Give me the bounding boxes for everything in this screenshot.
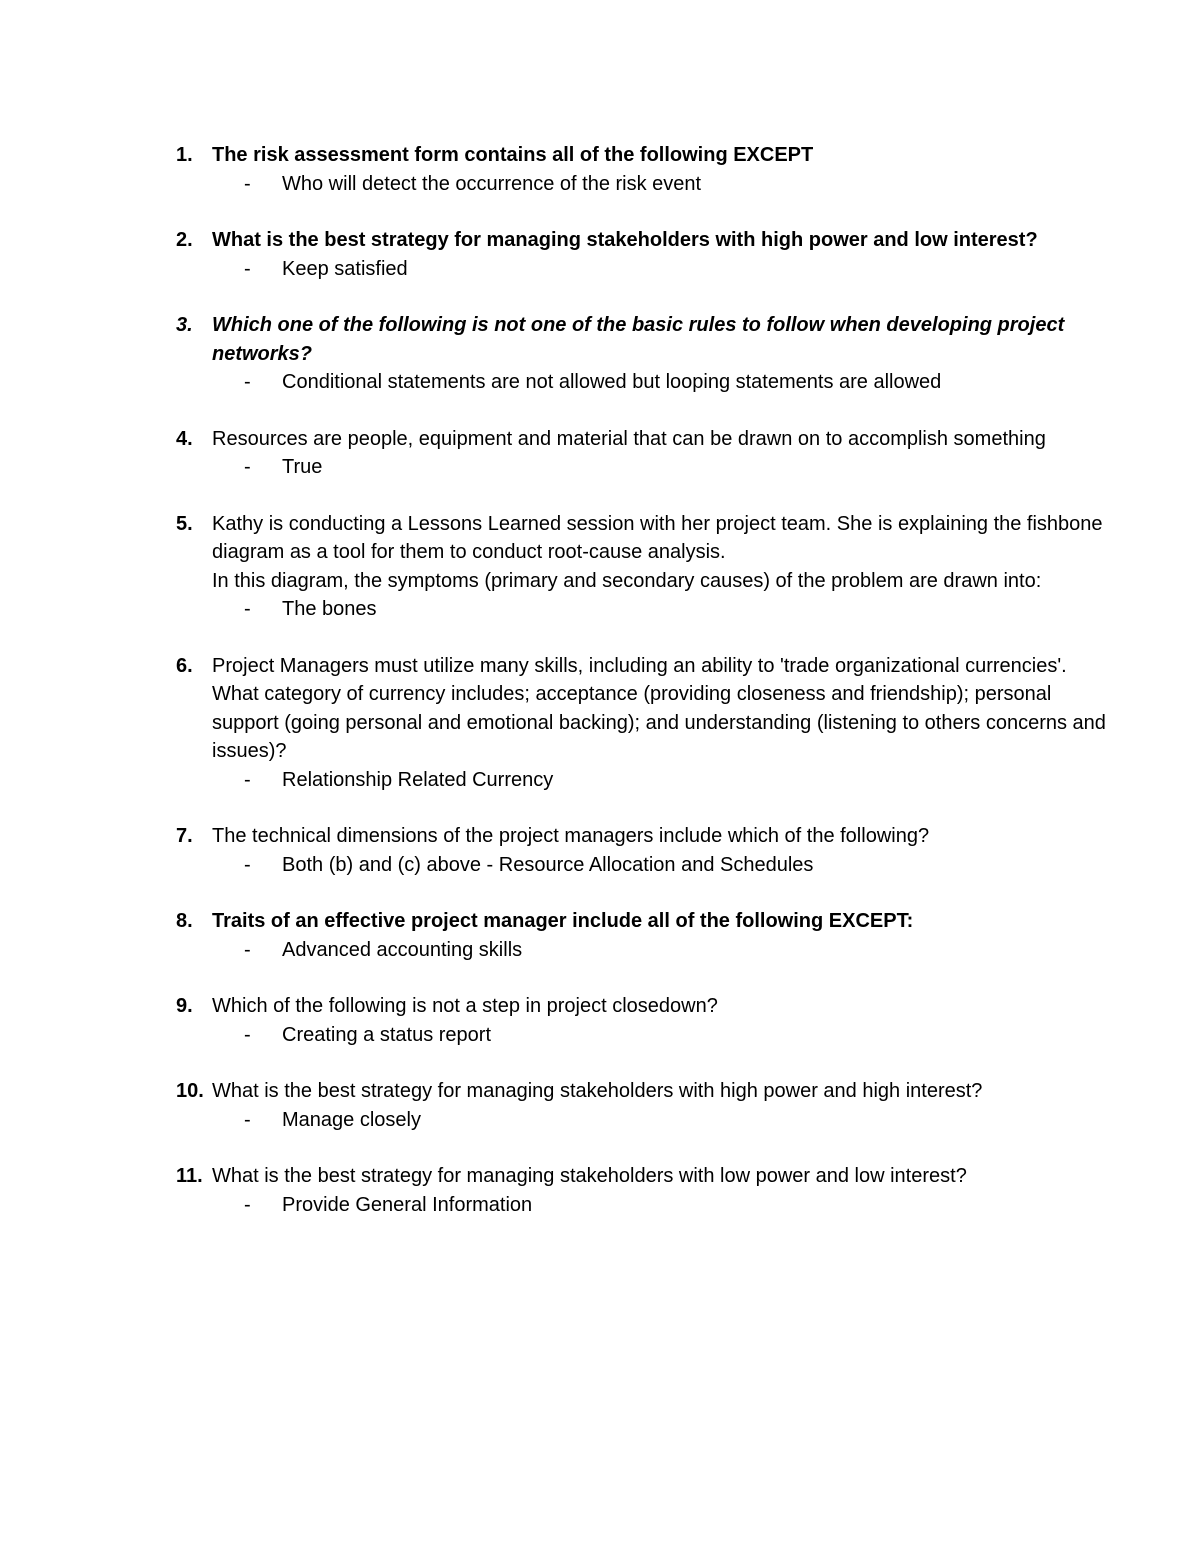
dash-bullet: - xyxy=(244,598,251,620)
question-number: 7. xyxy=(176,825,193,847)
question-line: The risk assessment form contains all of the following EXCEPT xyxy=(212,144,814,166)
question-item xyxy=(0,425,1200,482)
question-text xyxy=(212,1077,1112,1106)
question-item xyxy=(0,1077,1200,1134)
question-text xyxy=(212,992,1112,1021)
answer-text: Keep satisfied xyxy=(282,257,408,280)
answer-item xyxy=(0,1191,1200,1220)
answer-item xyxy=(0,453,1200,482)
answer-item xyxy=(0,1106,1200,1135)
answer-item xyxy=(0,595,1200,624)
answer-text: Creating a status report xyxy=(282,1023,491,1046)
question-number: 3. xyxy=(176,314,193,336)
dash-bullet: - xyxy=(244,172,251,195)
question-item xyxy=(0,992,1200,1049)
dash-bullet: - xyxy=(244,257,251,280)
dash-bullet: - xyxy=(244,456,251,478)
question-number: 2. xyxy=(176,229,193,251)
question-item xyxy=(0,652,1200,795)
answer-text: Relationship Related Currency xyxy=(282,768,554,791)
dash-bullet: - xyxy=(244,1108,251,1131)
question-item xyxy=(0,141,1200,198)
question-number: 10. xyxy=(176,1080,204,1102)
dash-bullet: - xyxy=(244,1193,251,1216)
question-text xyxy=(212,510,1112,596)
question-item xyxy=(0,510,1200,624)
question-line: What is the best strategy for managing stakeholders with high power and low interest? xyxy=(212,229,1038,251)
question-line: In this diagram, the symptoms (primary and secondary causes) of the problem are drawn into: xyxy=(212,569,1042,592)
question-text xyxy=(212,907,1112,936)
question-line: Traits of an effective project manager include all of the following EXCEPT: xyxy=(212,910,914,932)
question-text xyxy=(212,822,1112,851)
answer-item xyxy=(0,936,1200,965)
answer-item xyxy=(0,368,1200,397)
question-text xyxy=(212,226,1112,255)
dash-bullet: - xyxy=(244,768,251,791)
dash-bullet: - xyxy=(244,371,251,393)
question-number: 11. xyxy=(176,1165,203,1187)
question-text xyxy=(212,1162,1112,1191)
question-line: Which one of the following is not one of the basic rules to follow when developing project networks? xyxy=(212,314,1065,365)
answer-text: Provide General Information xyxy=(282,1193,533,1216)
answer-item xyxy=(0,766,1200,795)
question-number: 4. xyxy=(176,427,193,450)
question-text xyxy=(212,425,1112,454)
question-line: Kathy is conducting a Lessons Learned session with her project team. She is explaining the fishbone diagram as a tool for them to conduct root-cause analysis. xyxy=(212,512,1103,563)
dash-bullet: - xyxy=(244,938,251,961)
answer-text: The bones xyxy=(282,598,377,620)
answer-item xyxy=(0,255,1200,284)
answer-item xyxy=(0,170,1200,199)
dash-bullet: - xyxy=(244,853,251,876)
question-number: 8. xyxy=(176,910,193,932)
question-line: The technical dimensions of the project managers include which of the following? xyxy=(212,825,930,847)
question-number: 6. xyxy=(176,654,193,677)
question-number: 1. xyxy=(176,144,193,166)
question-item xyxy=(0,822,1200,879)
question-line: Which of the following is not a step in project closedown? xyxy=(212,995,718,1017)
question-text xyxy=(212,311,1112,368)
question-item xyxy=(0,226,1200,283)
answer-item xyxy=(0,1021,1200,1050)
dash-bullet: - xyxy=(244,1023,251,1046)
answer-text: True xyxy=(282,456,323,478)
question-line: Resources are people, equipment and material that can be drawn on to accomplish something xyxy=(212,427,1046,450)
question-item xyxy=(0,907,1200,964)
question-text xyxy=(212,652,1112,766)
answer-text: Both (b) and (c) above - Resource Allocation and Schedules xyxy=(282,853,814,876)
question-list xyxy=(0,141,1200,1247)
question-item xyxy=(0,1162,1200,1219)
question-number: 9. xyxy=(176,995,193,1017)
question-line: What is the best strategy for managing stakeholders with high power and high interest? xyxy=(212,1080,983,1102)
answer-text: Manage closely xyxy=(282,1108,421,1131)
answer-text: Conditional statements are not allowed but looping statements are allowed xyxy=(282,371,942,393)
answer-text: Who will detect the occurrence of the risk event xyxy=(282,172,702,195)
answer-text: Advanced accounting skills xyxy=(282,938,523,961)
answer-item xyxy=(0,851,1200,880)
question-line: What is the best strategy for managing stakeholders with low power and low interest? xyxy=(212,1165,967,1187)
question-number: 5. xyxy=(176,512,193,535)
question-line: Project Managers must utilize many skills, including an ability to 'trade organizational currencies'. What category of currency includes; acceptance (providing closeness and friendship); personal support (going personal and emotional backing); and understanding (listening to others concerns and issues)? xyxy=(212,654,1106,762)
question-item xyxy=(0,311,1200,397)
question-text xyxy=(212,141,1112,170)
